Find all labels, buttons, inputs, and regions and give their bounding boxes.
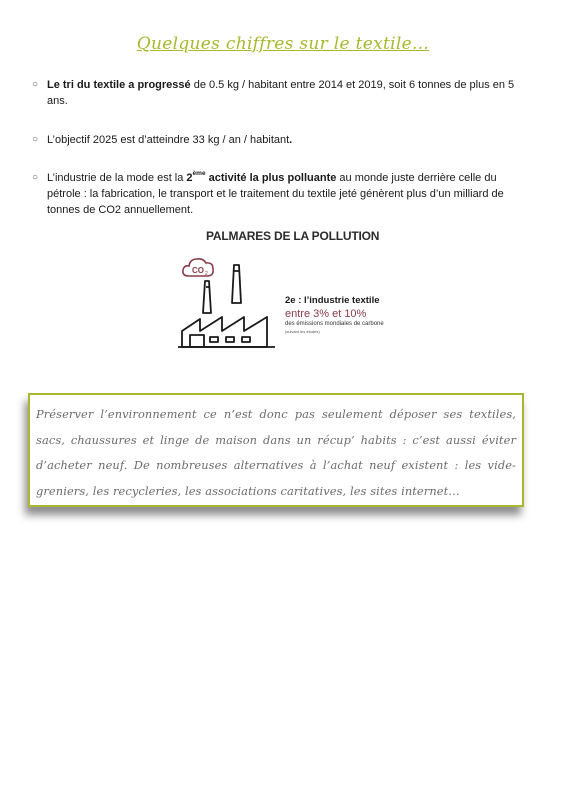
bullet-text-after: au monde juste derrière celle du pétrole : la fabrication, le transport et le traitement du textile jeté génèrent plus d’un milliard de tonnes de CO2 annuellement. [47, 172, 504, 216]
list-item [32, 132, 532, 148]
quote-box [28, 393, 524, 507]
page-title: Quelques chiffres sur le textile… [136, 34, 430, 54]
bullet-circle-icon: ○ [32, 172, 39, 183]
bullet-bold-number: 2 [186, 172, 193, 184]
list-item [32, 77, 532, 109]
bullet-bold-lead: Le tri du textile a progressé [47, 79, 191, 91]
bullet-text: de 0.5 kg / habitant entre 2014 et 2019, soit 6 tonnes de plus en 5 ans. [47, 79, 515, 107]
bullet-circle-icon: ○ [32, 134, 39, 145]
factory-icon [178, 251, 283, 351]
infographic-rank: 2e : l’industrie textile [285, 295, 380, 306]
bullet-text: L’objectif 2025 est d’atteindre 33 kg / an / habitant [47, 134, 290, 146]
infographic-title: PALMARES DE LA POLLUTION [206, 229, 380, 243]
infographic-note: (suivant les études) [285, 329, 320, 334]
pollution-infographic [178, 227, 384, 352]
bullet-bold-tail: . [289, 134, 293, 146]
quote-text: Préserver l’environnement ce n’est donc pas seulement déposer ses textiles, sacs, chaussures et linge de maison dans un récup’ habits : c’est aussi éviter d’acheter neuf. De nombreuses alternatives à l’achat neuf existent : les vide-greniers, les recycleries, les associations caritatives, les sites internet… [36, 407, 516, 498]
bullet-bold-phrase: activité la plus polluante [205, 172, 337, 184]
co2-label: CO [192, 266, 204, 275]
list-item [32, 170, 532, 218]
bullet-circle-icon: ○ [32, 79, 39, 90]
co2-subscript: 2 [205, 271, 208, 277]
bullet-superscript: ème [192, 170, 206, 178]
bullet-text: L’industrie de la mode est la [47, 172, 187, 184]
infographic-subtitle: des émissions mondiales de carbone [285, 321, 384, 327]
infographic-range: entre 3% et 10% [285, 308, 367, 320]
facts-list [32, 77, 532, 218]
